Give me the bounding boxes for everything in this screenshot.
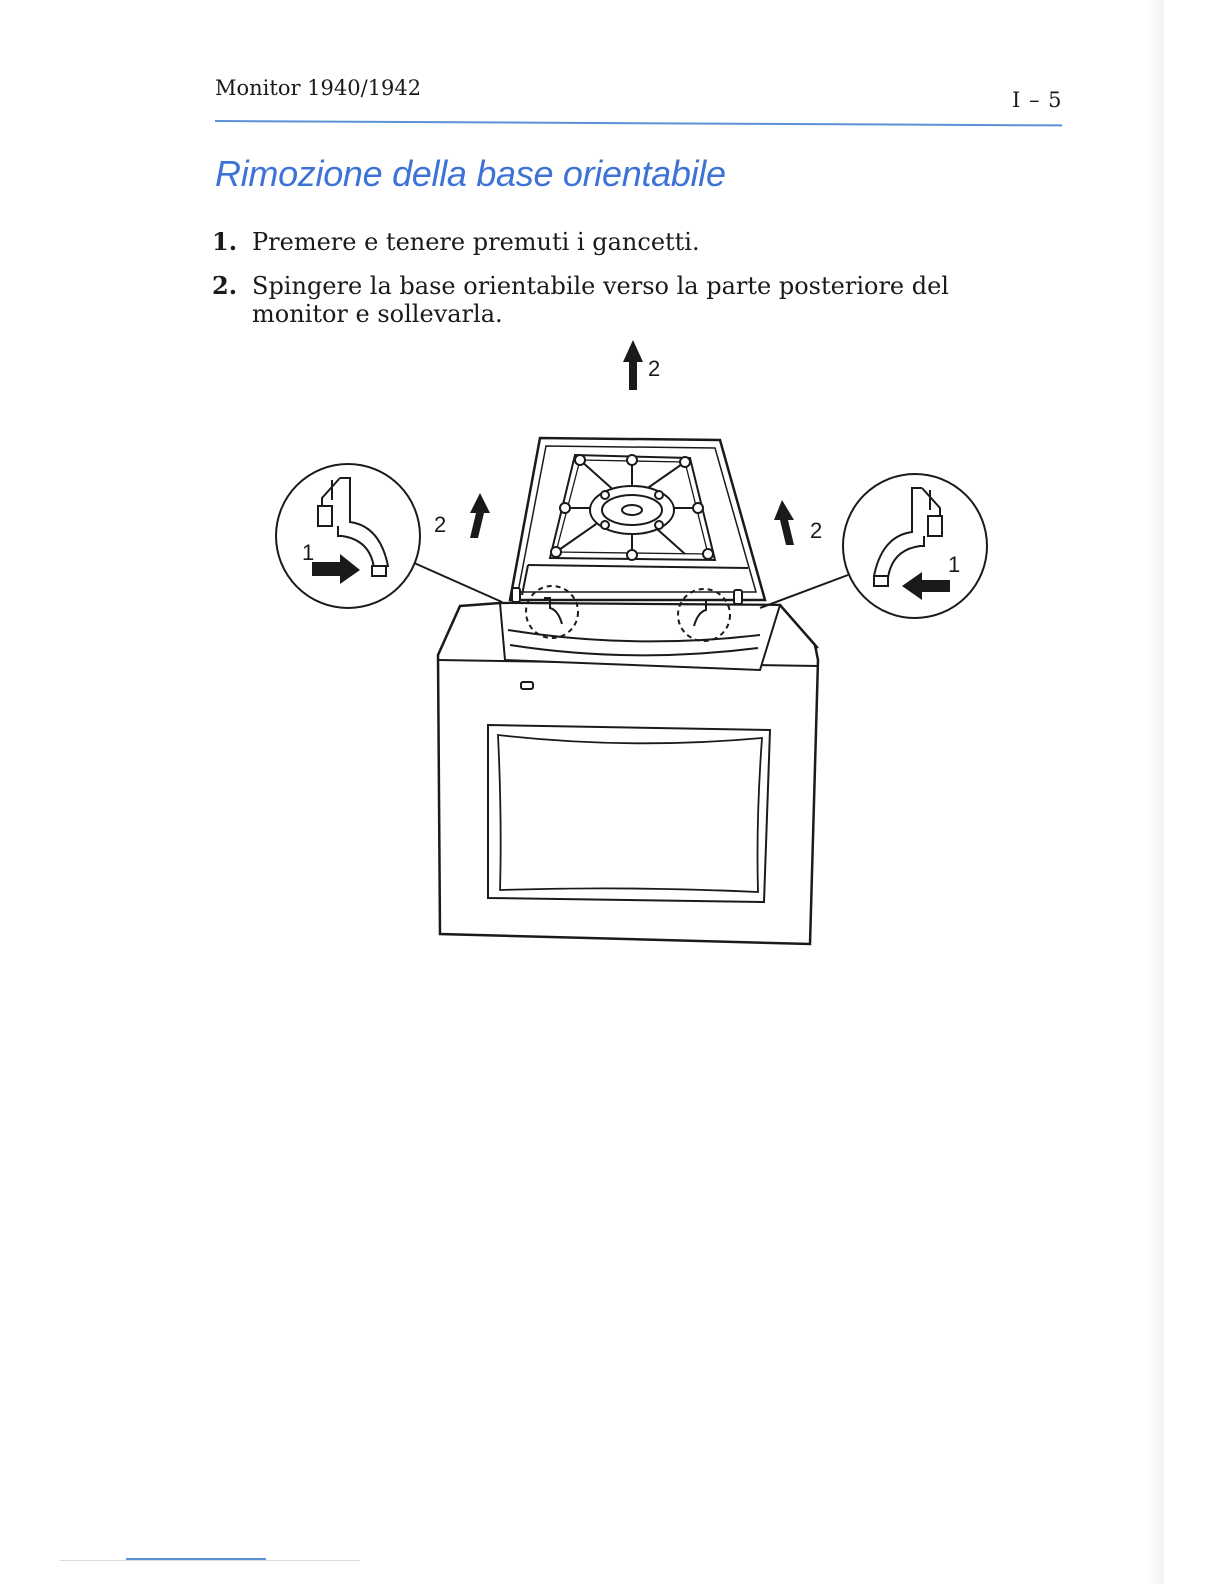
left-hook-callout xyxy=(276,464,502,608)
page-number: I – 5 xyxy=(1012,88,1063,112)
section-title: Rimozione della base orientabile xyxy=(215,153,726,194)
top-arrow-label: 2 xyxy=(648,356,661,381)
step-number: 1. xyxy=(212,227,238,256)
lift-arrow-right xyxy=(774,500,822,545)
right-arrow-label: 2 xyxy=(810,518,823,543)
bottom-scan-line xyxy=(60,1560,360,1561)
bottom-accent-rule xyxy=(126,1558,266,1560)
monitor-body xyxy=(438,586,818,944)
right-callout-label: 1 xyxy=(948,552,961,577)
step-item-2 xyxy=(212,272,1042,328)
page-edge-shadow xyxy=(1146,0,1164,1584)
lift-arrow-top xyxy=(623,340,660,390)
step-item-1 xyxy=(212,228,1052,256)
left-callout-label: 1 xyxy=(302,540,315,565)
tilt-swivel-base xyxy=(510,438,765,600)
lift-arrow-left xyxy=(434,493,490,538)
running-header-title: Monitor 1940/1942 xyxy=(215,76,422,100)
left-arrow-label: 2 xyxy=(434,512,447,537)
step-number: 2. xyxy=(212,271,238,300)
monitor-base-removal-illustration xyxy=(260,330,1000,960)
right-hook-callout xyxy=(760,474,987,618)
header-divider xyxy=(215,120,1062,126)
step-text: Spingere la base orientabile verso la parte posteriore del monitor e sollevarla. xyxy=(252,272,949,328)
step-text: Premere e tenere premuti i gancetti. xyxy=(252,228,700,256)
